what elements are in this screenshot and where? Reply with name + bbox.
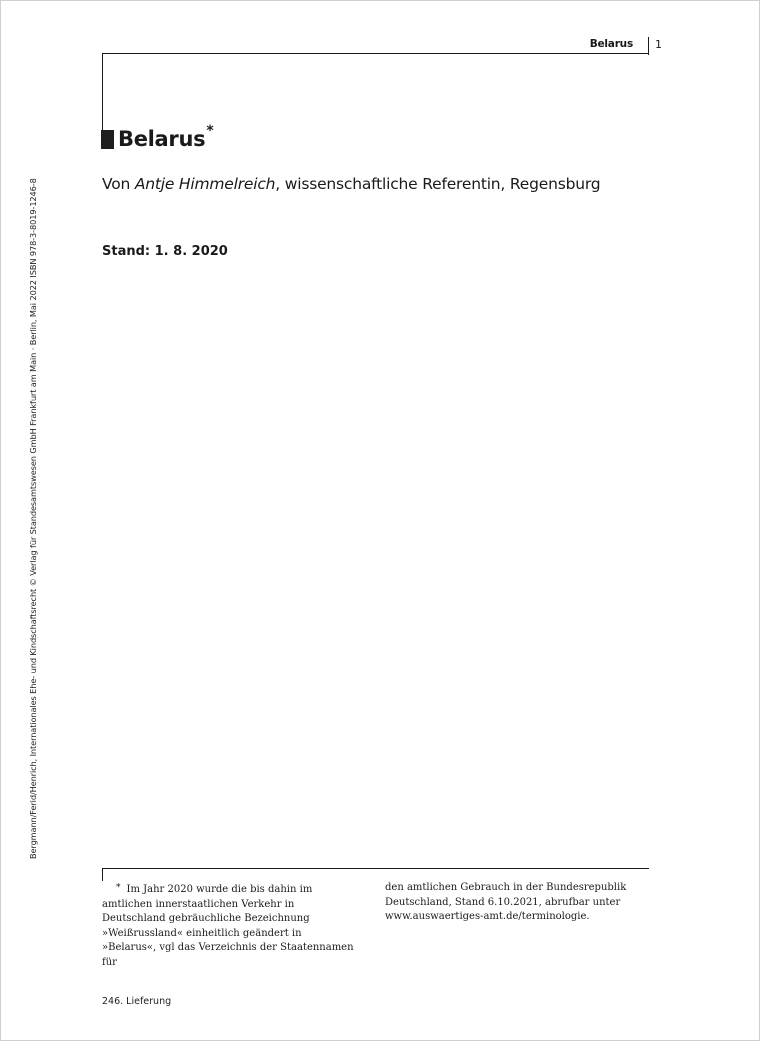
footnote-column-1 xyxy=(102,881,357,971)
footnote-text-2: den amtlichen Gebrauch in der Bundesrepublik Deutschland, Stand 6.10.2021, abrufbar unter www.auswaertiges-amt.de/terminologie. xyxy=(385,882,627,923)
byline-author: Antje Himmelreich xyxy=(134,175,276,193)
chapter-title-text: Belarus xyxy=(118,127,206,151)
footnote-column-2 xyxy=(385,881,640,971)
title-footnote-mark[interactable]: * xyxy=(206,123,214,139)
delivery-footer: 246. Lieferung xyxy=(102,996,172,1007)
running-header-title: Belarus xyxy=(589,38,633,50)
title-bracket-rule xyxy=(102,53,103,133)
side-imprint: Bergmann/Ferid/Henrich, Internationales Ehe- und Kindschaftsrecht © Verlag für Standesamtswesen GmbH Frankfurt am Main · Berlin, Mai 2022 ISBN 978-3-8019-1246-8 xyxy=(28,178,38,859)
byline-suffix: , wissenschaftliche Referentin, Regensburg xyxy=(275,175,601,193)
footnote xyxy=(102,881,649,971)
footnote-mark: * xyxy=(116,883,121,893)
footnote-text-1: Im Jahr 2020 wurde die bis dahin im amtlichen innerstaatlichen Verkehr in Deutschland gebräuchliche Bezeichnung »Weißrussland« einheitlich geändert in »Belarus«, vgl das Verzeichnis der Staatennamen für xyxy=(102,884,354,968)
page-number: 1 xyxy=(655,38,662,51)
status-date: Stand: 1. 8. 2020 xyxy=(102,244,228,259)
chapter-title xyxy=(118,122,213,151)
footnote-rule xyxy=(102,868,649,869)
header-rule xyxy=(102,53,649,54)
byline xyxy=(102,175,600,193)
title-marker-square-icon xyxy=(101,130,114,149)
footnote-rule-tick xyxy=(102,868,103,881)
chapter-title-block xyxy=(101,125,213,151)
byline-prefix: Von xyxy=(102,175,135,193)
